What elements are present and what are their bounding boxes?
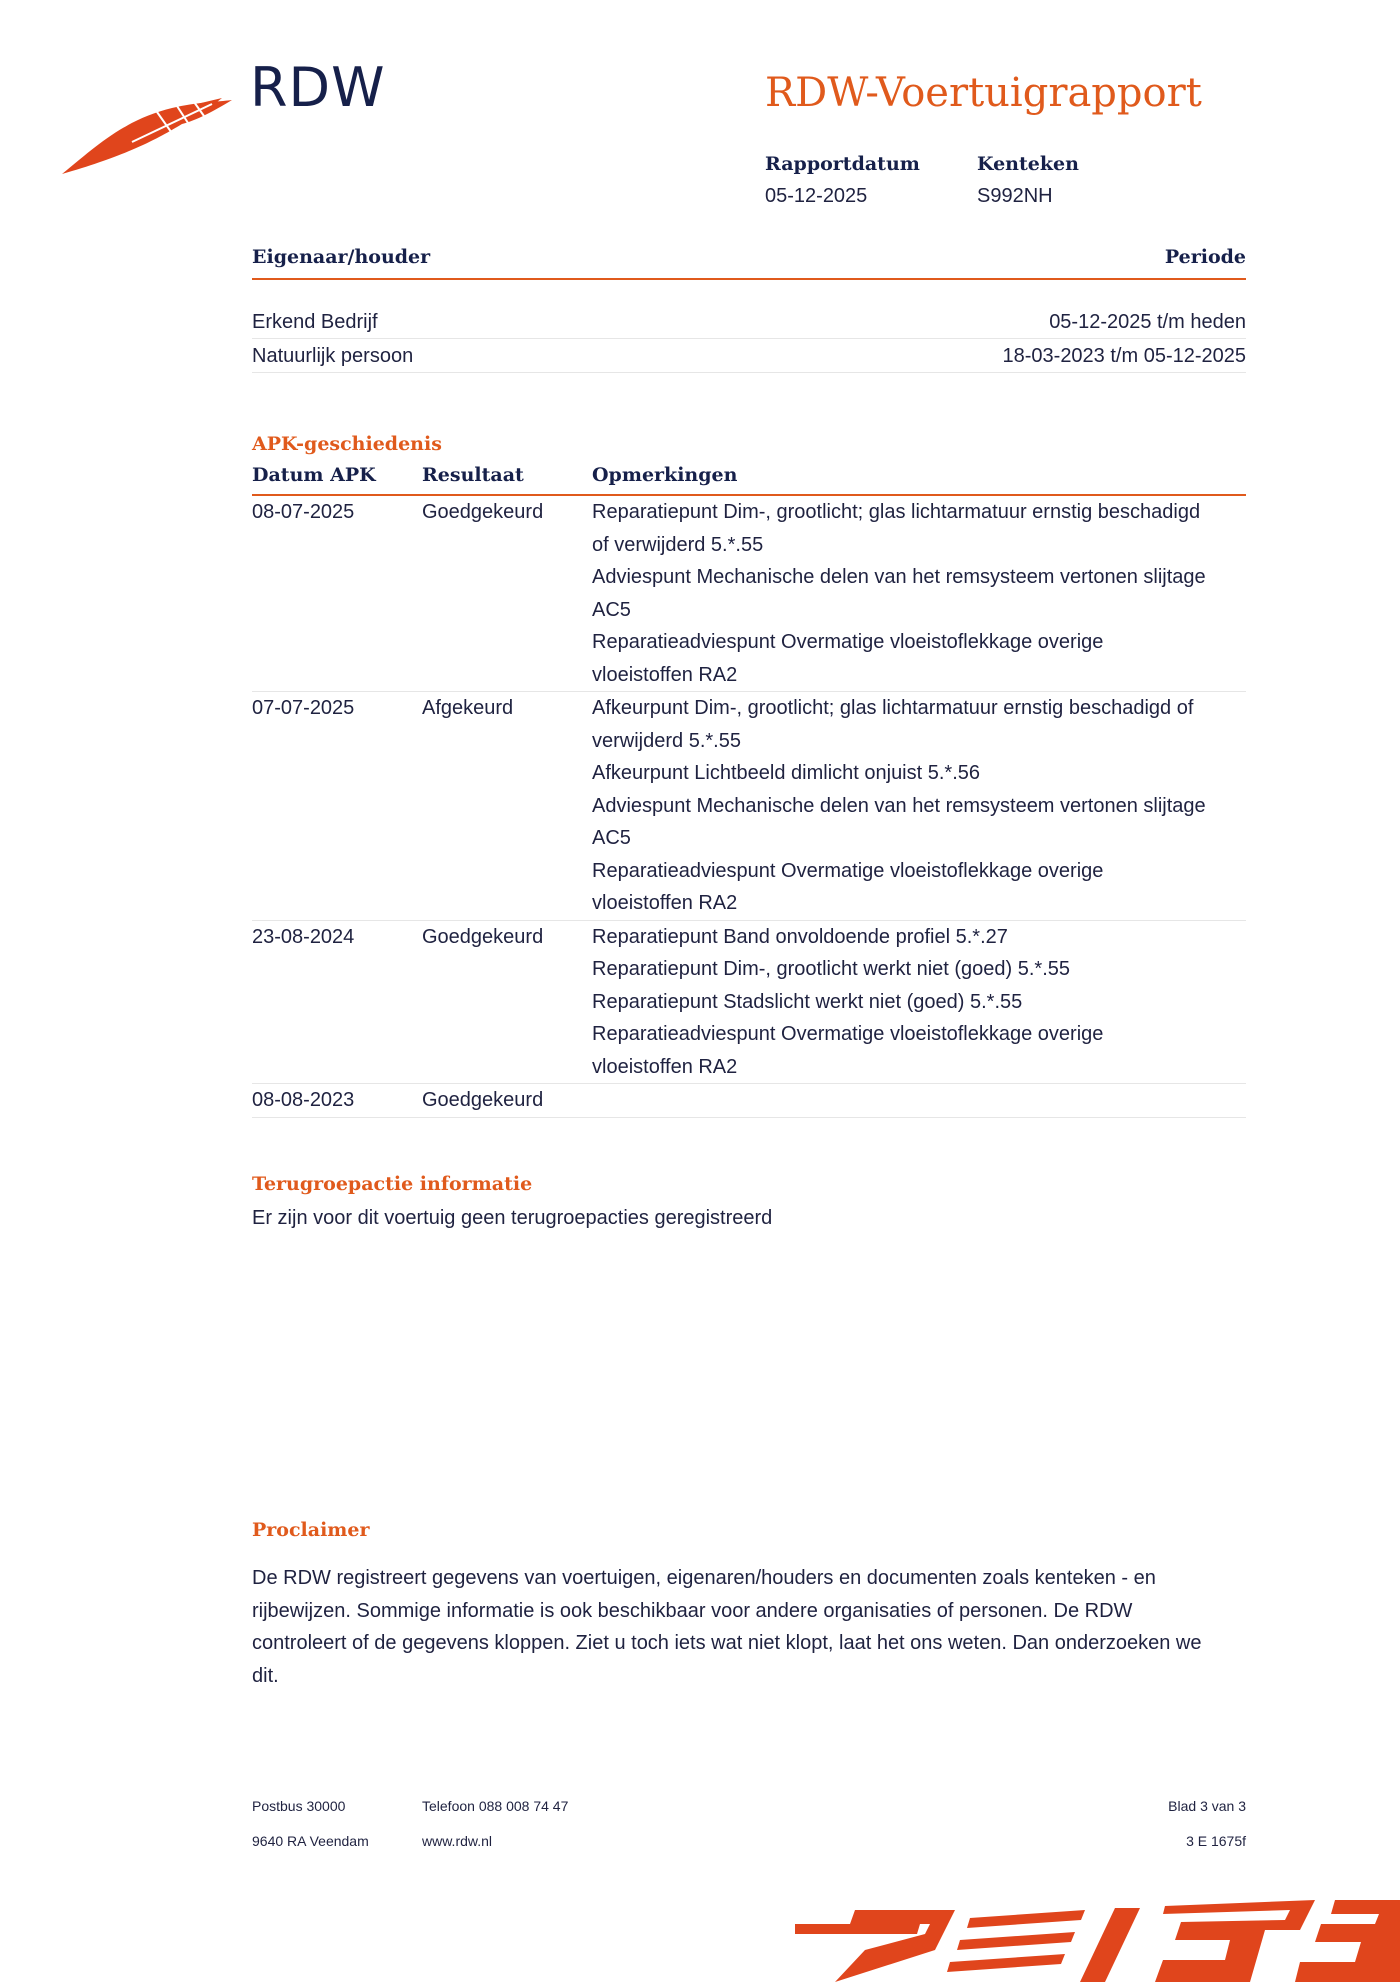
- apk-remarks: [592, 1084, 1246, 1118]
- remark-item: Reparatieadviespunt Overmatige vloeistoflekkage overige vloeistoffen RA2: [592, 631, 1104, 686]
- apk-result: Goedgekeurd: [422, 495, 592, 692]
- period-column-header: Periode: [1164, 246, 1246, 268]
- apk-history-table: [252, 464, 1246, 1118]
- owner-period: 05-12-2025 t/m heden: [1049, 311, 1246, 333]
- apk-remarks: [592, 495, 1246, 692]
- apk-section-title: APK-geschiedenis: [252, 433, 442, 455]
- plate-value: S992NH: [977, 185, 1053, 207]
- remark-item: Adviespunt Mechanische delen van het remsysteem vertonen slijtage AC5: [592, 794, 1206, 849]
- apk-date: 23-08-2024: [252, 920, 422, 1084]
- remarks-column-header: Opmerkingen: [592, 464, 1246, 495]
- owner-period: 18-03-2023 t/m 05-12-2025: [1002, 345, 1246, 367]
- proclaimer-text: De RDW registreert gegevens van voertuigen, eigenaren/houders en documenten zoals kenteken - en rijbewijzen. Sommige informatie is ook beschikbaar voor andere organisaties of personen. De RDW controleert of de gegevens kloppen. Ziet u toch iets wat niet klopt, laat het ons weten. Dan onderzoeken we dit.: [252, 1567, 1202, 1687]
- footer-city: 9640 RA Veendam: [252, 1833, 369, 1849]
- table-header-row: [252, 464, 1246, 495]
- apk-result: Afgekeurd: [422, 692, 592, 921]
- remark-item: Reparatiepunt Band onvoldoende profiel 5.*.27: [592, 925, 1008, 948]
- apk-result: Goedgekeurd: [422, 1084, 592, 1118]
- apk-remarks: [592, 920, 1246, 1084]
- date-column-header: Datum APK: [252, 464, 422, 495]
- owner-column-header: Eigenaar/houder: [252, 246, 431, 268]
- apk-result: Goedgekeurd: [422, 920, 592, 1084]
- remark-item: Afkeurpunt Dim-, grootlicht; glas lichtarmatuur ernstig beschadigd of verwijderd 5.*.55: [592, 697, 1194, 752]
- recall-text: Er zijn voor dit voertuig geen terugroepacties geregistreerd: [252, 1207, 773, 1229]
- footer-website-link[interactable]: www.rdw.nl: [422, 1833, 493, 1849]
- table-row: [252, 692, 1246, 921]
- remark-item: Adviespunt Mechanische delen van het remsysteem vertonen slijtage AC5: [592, 566, 1206, 621]
- footer-phone: Telefoon 088 008 74 47: [422, 1798, 569, 1814]
- remark-item: Afkeurpunt Lichtbeeld dimlicht onjuist 5.*.56: [592, 762, 981, 784]
- footer-document-code: 3 E 1675f: [1186, 1833, 1246, 1849]
- owner-table-header: [252, 246, 1246, 280]
- report-date-label: Rapportdatum: [765, 153, 920, 175]
- table-row: [252, 495, 1246, 692]
- owner-row: [252, 340, 1246, 373]
- recall-section-title: Terugroepactie informatie: [252, 1173, 533, 1195]
- plate-label: Kenteken: [977, 153, 1079, 175]
- apk-remarks: [592, 692, 1246, 921]
- decorative-stripes: [795, 1900, 1400, 1982]
- apk-date: 07-07-2025: [252, 692, 422, 921]
- apk-date: 08-08-2023: [252, 1084, 422, 1118]
- footer-postbus: Postbus 30000: [252, 1798, 346, 1814]
- report-date-value: 05-12-2025: [765, 185, 868, 207]
- proclaimer-title: Proclaimer: [252, 1519, 370, 1541]
- table-row: [252, 920, 1246, 1084]
- result-column-header: Resultaat: [422, 464, 592, 495]
- owner-type: Erkend Bedrijf: [252, 311, 378, 333]
- footer-page-number: Blad 3 van 3: [1168, 1798, 1246, 1814]
- report-title: RDW-Voertuigrapport: [765, 70, 1202, 116]
- remark-item: Reparatieadviespunt Overmatige vloeistoflekkage overige vloeistoffen RA2: [592, 1023, 1104, 1078]
- owner-type: Natuurlijk persoon: [252, 345, 414, 367]
- remark-item: Reparatiepunt Dim-, grootlicht werkt niet (goed) 5.*.55: [592, 958, 1071, 980]
- owner-row: [252, 306, 1246, 339]
- brand-name: RDW: [250, 56, 386, 119]
- remark-item: Reparatieadviespunt Overmatige vloeistoflekkage overige vloeistoffen RA2: [592, 859, 1104, 914]
- table-row: [252, 1084, 1246, 1118]
- remark-item: Reparatiepunt Dim-, grootlicht; glas lichtarmatuur ernstig beschadigd of verwijderd 5.*.55: [592, 501, 1201, 556]
- remark-item: Reparatiepunt Stadslicht werkt niet (goed) 5.*.55: [592, 990, 1023, 1013]
- rdw-feather-logo-icon: [62, 90, 232, 178]
- apk-date: 08-07-2025: [252, 495, 422, 692]
